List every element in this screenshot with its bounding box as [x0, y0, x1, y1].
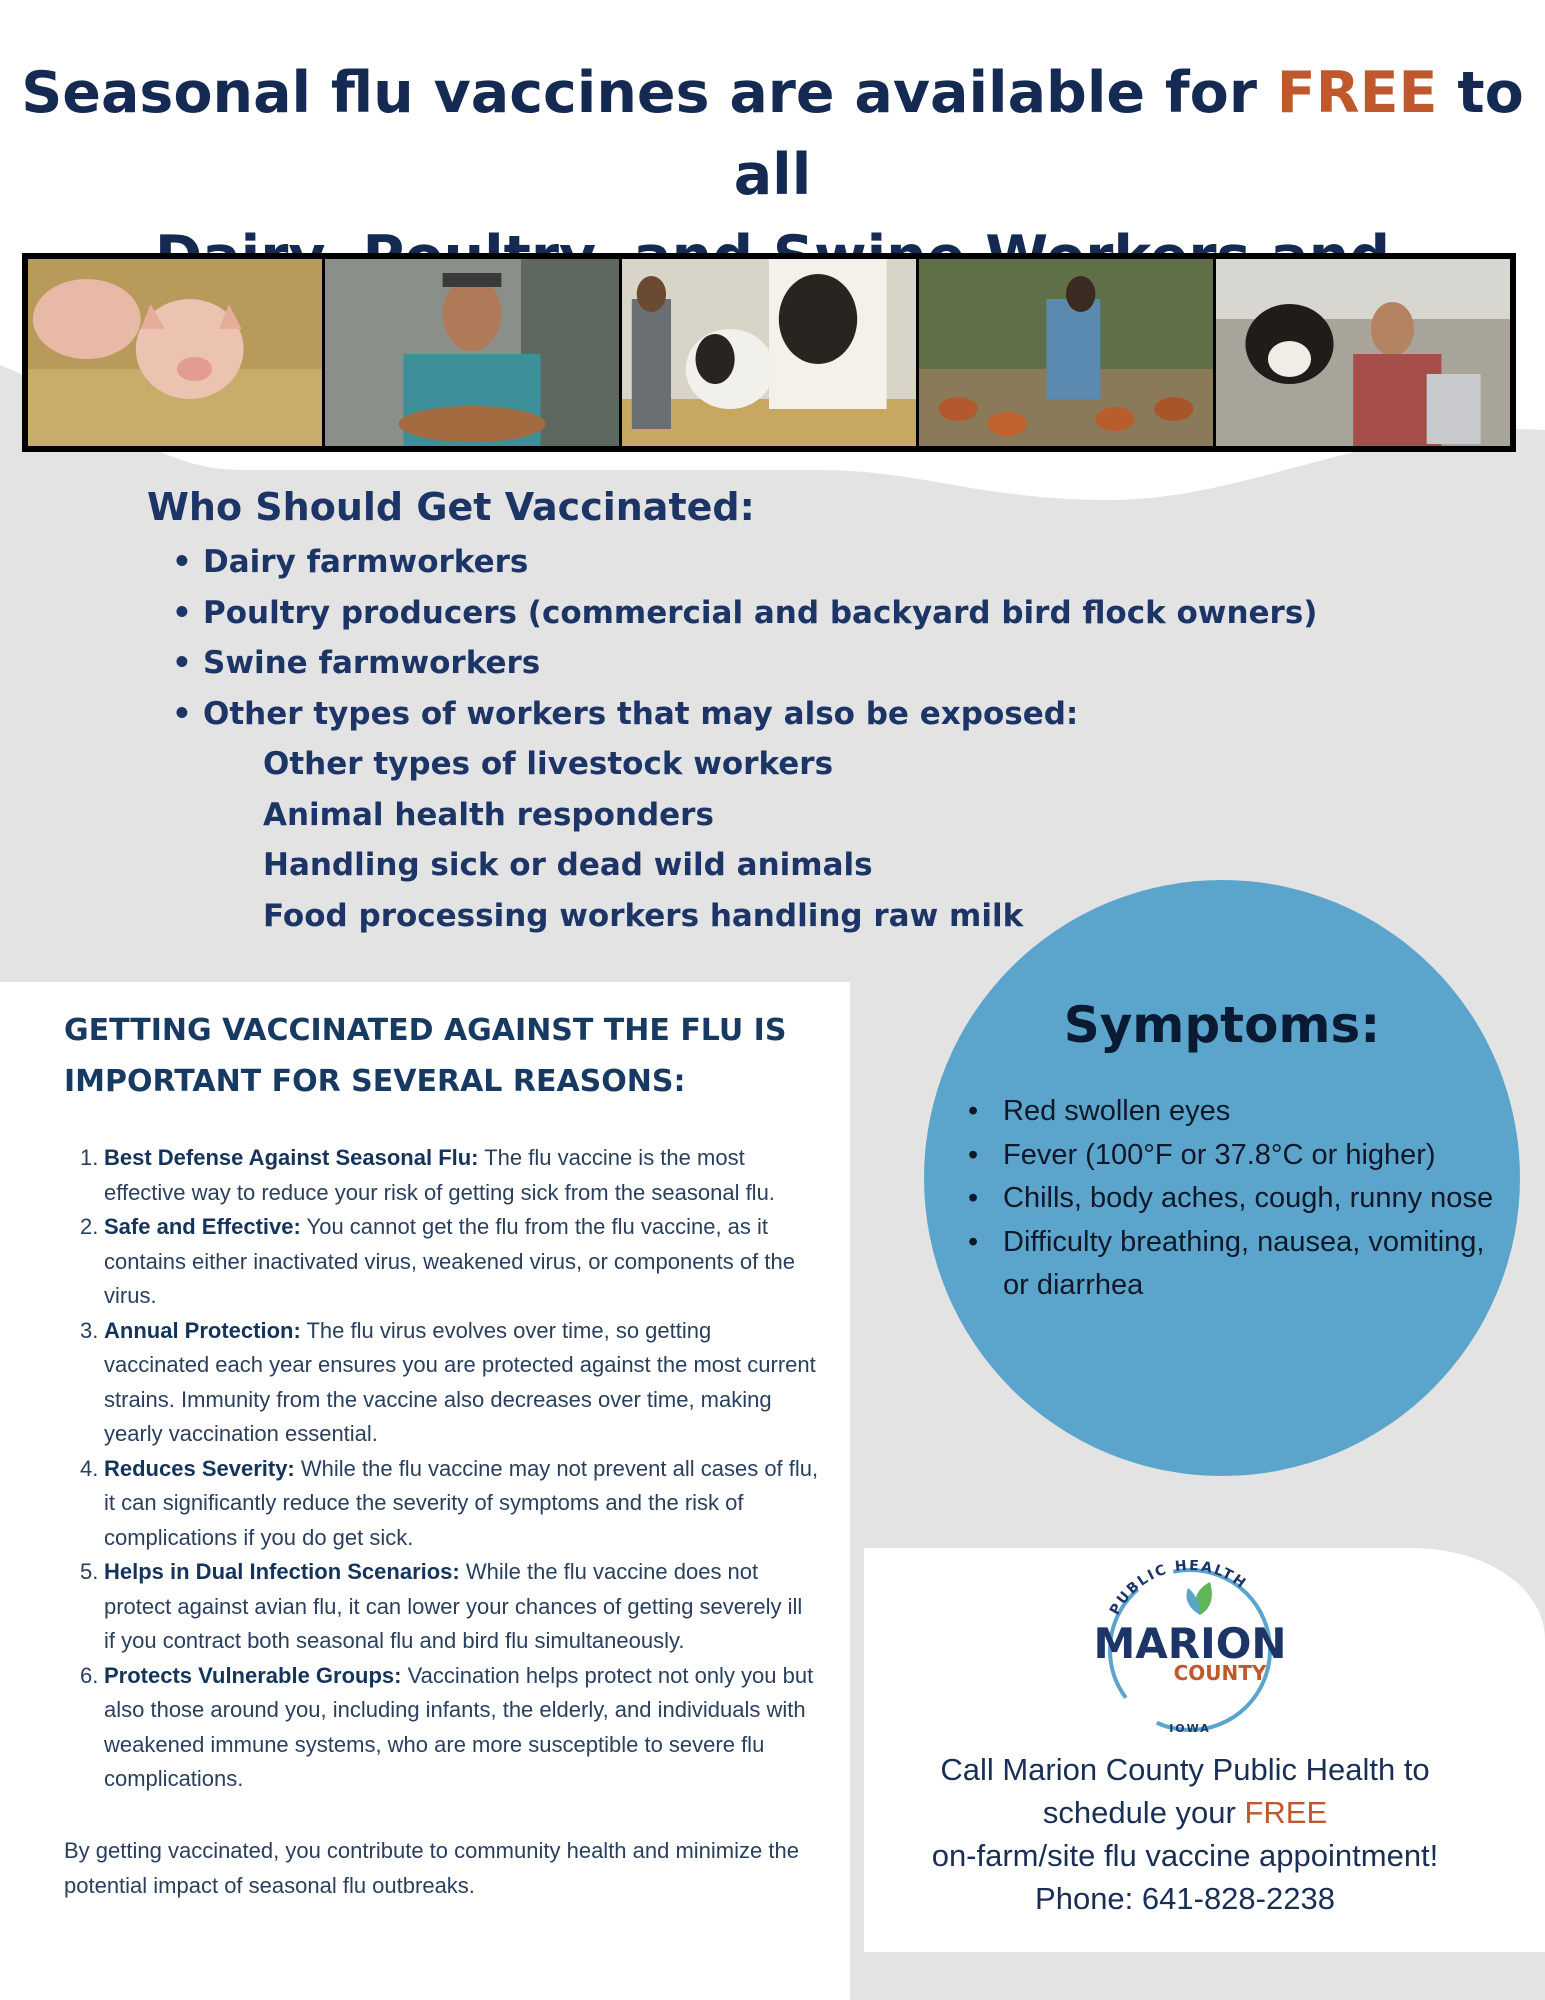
symptom-item: • Difficulty breathing, nausea, vomiting, or diarrhea — [968, 1221, 1508, 1308]
poultry-farmer-photo — [325, 259, 619, 446]
reason-label: Helps in Dual Infection Scenarios: — [104, 1559, 460, 1584]
logo-state: IOWA — [1169, 1722, 1211, 1735]
symptom-item: • Red swollen eyes — [968, 1090, 1508, 1134]
headline-line-1 — [0, 52, 1545, 216]
symptom-item: • Chills, body aches, cough, runny nose — [968, 1177, 1508, 1221]
reason-number: 5. — [80, 1559, 99, 1584]
marion-county-public-health-logo — [1080, 1560, 1300, 1740]
symptoms-list — [968, 1090, 1508, 1308]
phone-number: Phone: 641-828-2238 — [1035, 1881, 1335, 1916]
reason-text: While the flu vaccine may not prevent all cases of flu, it can significantly reduce the severity of symptoms and the risk of complications if you do get sick. — [104, 1455, 819, 1550]
reason-item — [64, 1210, 819, 1314]
cta-line-2-text: schedule your — [1042, 1795, 1245, 1830]
reasons-title-line-1: GETTING VACCINATED AGAINST THE FLU IS — [64, 1013, 787, 1048]
reason-number: 6. — [80, 1662, 99, 1688]
who-subitem-raw-milk: Food processing workers handling raw milk — [263, 897, 1024, 934]
reasons-title — [64, 1005, 786, 1107]
who-item-dairy: • Dairy farmworkers — [172, 537, 1317, 588]
reasons-list — [64, 1141, 819, 1797]
reason-text: The flu virus evolves over time, so getting vaccinated each year ensures you are protected against the most current strains. Immunity from the vaccine also decreases over time, making yearly vaccination essential. — [104, 1317, 816, 1446]
reason-item — [64, 1141, 819, 1210]
reason-label: Safe and Effective: — [104, 1214, 301, 1239]
svg-text:PUBLIC HEALTH — [1107, 1560, 1250, 1618]
reason-item — [64, 1314, 819, 1452]
free-highlight: FREE — [1276, 60, 1438, 126]
logo-arc-text: PUBLIC HEALTH — [1106, 1560, 1250, 1618]
who-item-poultry: • Poultry producers (commercial and backyard bird flock owners) — [172, 588, 1317, 639]
reason-item — [64, 1659, 819, 1797]
logo-name: MARION — [1093, 1619, 1287, 1668]
reason-number: 3. — [80, 1317, 99, 1343]
reason-item — [64, 1555, 819, 1659]
who-subitem-responders: Animal health responders — [263, 796, 714, 833]
reason-text: You cannot get the flu from the flu vaccine, as it contains either inactivated virus, weakened virus, or components of the virus. — [104, 1214, 795, 1308]
who-title: Who Should Get Vaccinated: — [147, 485, 755, 529]
pig-photo — [28, 259, 322, 446]
who-item-other: • Other types of workers that may also be exposed: — [172, 689, 1317, 740]
dairy-cows-photo — [622, 259, 916, 446]
call-to-action — [870, 1748, 1500, 1920]
cta-line-1: Call Marion County Public Health to — [940, 1752, 1430, 1787]
reason-item — [64, 1452, 819, 1556]
who-subitem-livestock: Other types of livestock workers — [263, 746, 834, 782]
who-item-swine: • Swine farmworkers — [172, 638, 1317, 689]
cow-milk-photo — [1216, 259, 1510, 446]
closing-paragraph: By getting vaccinated, you contribute to community health and minimize the potential impact of seasonal flu outbreaks. — [64, 1838, 799, 1898]
reason-number: 4. — [80, 1455, 99, 1481]
reason-text: While the flu vaccine does not protect against avian flu, it can lower your chances of getting severely ill if you contract both seasonal flu and bird flu simultaneously. — [104, 1559, 803, 1653]
reason-text: Vaccination helps protect not only you but also those around you, including infants, the elderly, and individuals with weakened immune systems, who are more susceptible to severe flu complications. — [104, 1662, 814, 1791]
reason-text: The flu vaccine is the most effective way to reduce your risk of getting sick from the seasonal flu. — [104, 1145, 775, 1205]
cta-line-3: on-farm/site flu vaccine appointment! — [931, 1838, 1439, 1873]
reason-label: Reduces Severity: — [104, 1455, 295, 1481]
reason-label: Annual Protection: — [104, 1317, 301, 1343]
reason-label: Protects Vulnerable Groups: — [104, 1662, 402, 1688]
symptom-item: • Fever (100°F or 37.8°C or higher) — [968, 1134, 1508, 1178]
photo-strip — [22, 253, 1516, 452]
chickens-photo — [919, 259, 1213, 446]
who-subitem-wild-animals: Handling sick or dead wild animals — [263, 847, 873, 883]
who-list — [172, 537, 1317, 941]
logo-county: COUNTY — [1173, 1661, 1267, 1685]
headline-text-end: to all — [733, 60, 1524, 208]
headline-text: Seasonal flu vaccines are available for — [21, 60, 1277, 126]
reason-label: Best Defense Against Seasonal Flu: — [104, 1145, 479, 1170]
reason-number: 1. — [80, 1145, 99, 1170]
symptoms-title: Symptoms: — [1063, 996, 1381, 1054]
reason-number: 2. — [80, 1214, 99, 1239]
cta-line-2 — [870, 1791, 1500, 1834]
cta-free-highlight: FREE — [1244, 1795, 1328, 1830]
reasons-title-line-2: IMPORTANT FOR SEVERAL REASONS: — [64, 1064, 686, 1099]
